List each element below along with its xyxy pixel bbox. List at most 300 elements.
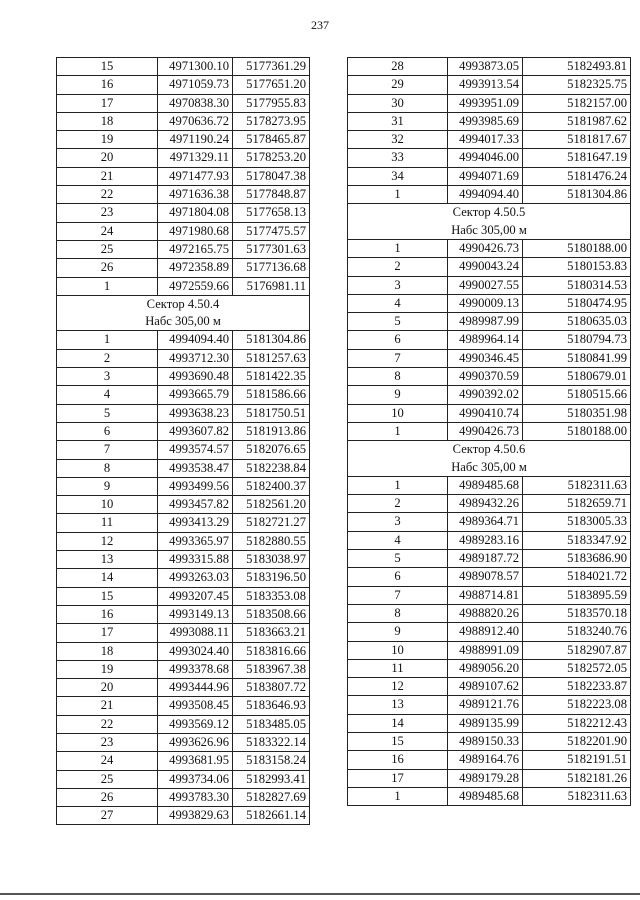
x-coordinate-cell: 4993315.88 [158, 551, 233, 569]
table-row [57, 259, 310, 277]
y-coordinate-cell: 5182181.26 [523, 769, 631, 787]
point-number-cell: 22 [57, 715, 158, 733]
coordinates-table-right-body [348, 58, 631, 806]
table-row [57, 441, 310, 459]
point-number-cell: 10 [57, 496, 158, 514]
x-coordinate-cell: 4990410.74 [448, 404, 523, 422]
table-row [57, 222, 310, 240]
x-coordinate-cell: 4988912.40 [448, 623, 523, 641]
x-coordinate-cell: 4993378.68 [158, 660, 233, 678]
point-number-cell: 10 [348, 404, 448, 422]
y-coordinate-cell: 5177955.83 [233, 94, 310, 112]
table-row [348, 76, 631, 94]
x-coordinate-cell: 4993607.82 [158, 422, 233, 440]
x-coordinate-cell: 4989485.68 [448, 476, 523, 494]
point-number-cell: 4 [348, 531, 448, 549]
x-coordinate-cell: 4993681.95 [158, 752, 233, 770]
x-coordinate-cell: 4988991.09 [448, 641, 523, 659]
x-coordinate-cell: 4990346.45 [448, 349, 523, 367]
x-coordinate-cell: 4993413.29 [158, 514, 233, 532]
y-coordinate-cell: 5181750.51 [233, 404, 310, 422]
y-coordinate-cell: 5182191.51 [523, 751, 631, 769]
table-row [348, 568, 631, 586]
x-coordinate-cell: 4989121.76 [448, 696, 523, 714]
table-row [57, 752, 310, 770]
table-row [348, 239, 631, 257]
x-coordinate-cell: 4994094.40 [158, 331, 233, 349]
x-coordinate-cell: 4971300.10 [158, 58, 233, 76]
point-number-cell: 3 [57, 368, 158, 386]
y-coordinate-cell: 5182325.75 [523, 76, 631, 94]
table-row [348, 769, 631, 787]
table-row [348, 422, 631, 440]
table-row [348, 331, 631, 349]
x-coordinate-cell: 4993985.69 [448, 112, 523, 130]
table-row [348, 531, 631, 549]
point-number-cell: 19 [57, 660, 158, 678]
y-coordinate-cell: 5183038.97 [233, 551, 310, 569]
y-coordinate-cell: 5182827.69 [233, 788, 310, 806]
table-row [57, 149, 310, 167]
x-coordinate-cell: 4972165.75 [158, 240, 233, 258]
point-number-cell: 15 [57, 58, 158, 76]
table-row [348, 513, 631, 531]
point-number-cell: 15 [348, 732, 448, 750]
y-coordinate-cell: 5182157.00 [523, 94, 631, 112]
y-coordinate-cell: 5183807.72 [233, 679, 310, 697]
x-coordinate-cell: 4993913.54 [448, 76, 523, 94]
y-coordinate-cell: 5182238.84 [233, 459, 310, 477]
y-coordinate-cell: 5178273.95 [233, 112, 310, 130]
x-coordinate-cell: 4970838.30 [158, 94, 233, 112]
sector-header-row [348, 441, 631, 477]
y-coordinate-cell: 5182076.65 [233, 441, 310, 459]
point-number-cell: 7 [57, 441, 158, 459]
point-number-cell: 5 [57, 404, 158, 422]
x-coordinate-cell: 4971980.68 [158, 222, 233, 240]
table-row [57, 94, 310, 112]
table-row [57, 514, 310, 532]
x-coordinate-cell: 4970636.72 [158, 112, 233, 130]
table-row [348, 641, 631, 659]
x-coordinate-cell: 4990392.02 [448, 386, 523, 404]
y-coordinate-cell: 5182907.87 [523, 641, 631, 659]
y-coordinate-cell: 5182659.71 [523, 495, 631, 513]
sector-header [348, 441, 631, 477]
table-row [348, 659, 631, 677]
y-coordinate-cell: 5181987.62 [523, 112, 631, 130]
x-coordinate-cell: 4989164.76 [448, 751, 523, 769]
y-coordinate-cell: 5182233.87 [523, 678, 631, 696]
x-coordinate-cell: 4993690.48 [158, 368, 233, 386]
table-row [57, 349, 310, 367]
table-row [348, 404, 631, 422]
point-number-cell: 6 [348, 331, 448, 349]
x-coordinate-cell: 4993508.45 [158, 697, 233, 715]
point-number-cell: 12 [348, 678, 448, 696]
table-row [348, 349, 631, 367]
table-row [57, 386, 310, 404]
y-coordinate-cell: 5183646.93 [233, 697, 310, 715]
point-number-cell: 14 [57, 569, 158, 587]
x-coordinate-cell: 4971190.24 [158, 131, 233, 149]
coordinates-table-left [56, 57, 310, 825]
point-number-cell: 1 [348, 476, 448, 494]
y-coordinate-cell: 5177658.13 [233, 204, 310, 222]
point-number-cell: 33 [348, 149, 448, 167]
point-number-cell: 16 [57, 605, 158, 623]
point-number-cell: 31 [348, 112, 448, 130]
table-row [57, 569, 310, 587]
table-row [348, 258, 631, 276]
y-coordinate-cell: 5181647.19 [523, 149, 631, 167]
table-row [348, 623, 631, 641]
x-coordinate-cell: 4989964.14 [448, 331, 523, 349]
point-number-cell: 20 [57, 149, 158, 167]
table-row [57, 770, 310, 788]
point-number-cell: 6 [57, 422, 158, 440]
x-coordinate-cell: 4990370.59 [448, 368, 523, 386]
table-row [57, 605, 310, 623]
table-row [348, 586, 631, 604]
y-coordinate-cell: 5184021.72 [523, 568, 631, 586]
table-row [348, 550, 631, 568]
y-coordinate-cell: 5182311.63 [523, 476, 631, 494]
table-row [57, 660, 310, 678]
point-number-cell: 26 [57, 788, 158, 806]
y-coordinate-cell: 5183240.76 [523, 623, 631, 641]
table-row [57, 587, 310, 605]
table-row [57, 422, 310, 440]
x-coordinate-cell: 4971059.73 [158, 76, 233, 94]
point-number-cell: 8 [57, 459, 158, 477]
point-number-cell: 27 [57, 807, 158, 825]
x-coordinate-cell: 4993951.09 [448, 94, 523, 112]
table-row [57, 112, 310, 130]
x-coordinate-cell: 4989135.99 [448, 714, 523, 732]
y-coordinate-cell: 5182880.55 [233, 532, 310, 550]
point-number-cell: 18 [57, 642, 158, 660]
x-coordinate-cell: 4994046.00 [448, 149, 523, 167]
table-row [57, 331, 310, 349]
x-coordinate-cell: 4993499.56 [158, 477, 233, 495]
y-coordinate-cell: 5180314.53 [523, 276, 631, 294]
y-coordinate-cell: 5182721.27 [233, 514, 310, 532]
table-row [348, 787, 631, 805]
y-coordinate-cell: 5183196.50 [233, 569, 310, 587]
y-coordinate-cell: 5182201.90 [523, 732, 631, 750]
y-coordinate-cell: 5181476.24 [523, 167, 631, 185]
point-number-cell: 16 [348, 751, 448, 769]
x-coordinate-cell: 4989485.68 [448, 787, 523, 805]
table-row [57, 204, 310, 222]
x-coordinate-cell: 4993569.12 [158, 715, 233, 733]
table-row [348, 495, 631, 513]
y-coordinate-cell: 5176981.11 [233, 277, 310, 295]
table-row [348, 112, 631, 130]
y-coordinate-cell: 5183347.92 [523, 531, 631, 549]
table-row [57, 624, 310, 642]
y-coordinate-cell: 5178253.20 [233, 149, 310, 167]
sector-title: Сектор 4.50.4 [146, 296, 220, 311]
point-number-cell: 21 [57, 167, 158, 185]
y-coordinate-cell: 5183322.14 [233, 733, 310, 751]
table-row [348, 186, 631, 204]
table-row [348, 678, 631, 696]
x-coordinate-cell: 4993263.03 [158, 569, 233, 587]
point-number-cell: 1 [57, 331, 158, 349]
x-coordinate-cell: 4994094.40 [448, 186, 523, 204]
point-number-cell: 13 [348, 696, 448, 714]
y-coordinate-cell: 5180188.00 [523, 239, 631, 257]
point-number-cell: 2 [348, 258, 448, 276]
x-coordinate-cell: 4990009.13 [448, 294, 523, 312]
x-coordinate-cell: 4971329.11 [158, 149, 233, 167]
point-number-cell: 2 [57, 349, 158, 367]
point-number-cell: 1 [348, 186, 448, 204]
x-coordinate-cell: 4972358.89 [158, 259, 233, 277]
y-coordinate-cell: 5180515.66 [523, 386, 631, 404]
table-row [57, 679, 310, 697]
x-coordinate-cell: 4993783.30 [158, 788, 233, 806]
point-number-cell: 1 [348, 239, 448, 257]
table-row [348, 149, 631, 167]
point-number-cell: 7 [348, 349, 448, 367]
y-coordinate-cell: 5181422.35 [233, 368, 310, 386]
point-number-cell: 24 [57, 752, 158, 770]
y-coordinate-cell: 5183967.38 [233, 660, 310, 678]
x-coordinate-cell: 4989078.57 [448, 568, 523, 586]
y-coordinate-cell: 5181817.67 [523, 131, 631, 149]
table-row [348, 476, 631, 494]
x-coordinate-cell: 4993149.13 [158, 605, 233, 623]
y-coordinate-cell: 5182493.81 [523, 58, 631, 76]
table-row [57, 459, 310, 477]
point-number-cell: 30 [348, 94, 448, 112]
y-coordinate-cell: 5182572.05 [523, 659, 631, 677]
table-row [57, 76, 310, 94]
point-number-cell: 1 [57, 277, 158, 295]
point-number-cell: 8 [348, 604, 448, 622]
point-number-cell: 28 [348, 58, 448, 76]
sector-header [348, 204, 631, 240]
x-coordinate-cell: 4971477.93 [158, 167, 233, 185]
x-coordinate-cell: 4989056.20 [448, 659, 523, 677]
point-number-cell: 18 [57, 112, 158, 130]
table-row [348, 294, 631, 312]
table-row [57, 167, 310, 185]
y-coordinate-cell: 5182311.63 [523, 787, 631, 805]
point-number-cell: 17 [57, 624, 158, 642]
table-row [57, 733, 310, 751]
point-number-cell: 14 [348, 714, 448, 732]
table-row [57, 58, 310, 76]
table-row [348, 714, 631, 732]
y-coordinate-cell: 5177136.68 [233, 259, 310, 277]
x-coordinate-cell: 4993638.23 [158, 404, 233, 422]
x-coordinate-cell: 4988820.26 [448, 604, 523, 622]
point-number-cell: 25 [57, 770, 158, 788]
coordinates-table-right [347, 57, 631, 806]
table-row [348, 58, 631, 76]
point-number-cell: 23 [57, 733, 158, 751]
table-row [348, 131, 631, 149]
point-number-cell: 17 [348, 769, 448, 787]
table-row [57, 551, 310, 569]
table-row [348, 313, 631, 331]
y-coordinate-cell: 5183663.21 [233, 624, 310, 642]
table-row [57, 404, 310, 422]
point-number-cell: 21 [57, 697, 158, 715]
sector-elevation: Набс 305,00 м [451, 222, 527, 237]
point-number-cell: 32 [348, 131, 448, 149]
x-coordinate-cell: 4989187.72 [448, 550, 523, 568]
point-number-cell: 6 [348, 568, 448, 586]
y-coordinate-cell: 5182400.37 [233, 477, 310, 495]
point-number-cell: 13 [57, 551, 158, 569]
point-number-cell: 20 [57, 679, 158, 697]
x-coordinate-cell: 4989179.28 [448, 769, 523, 787]
y-coordinate-cell: 5177475.57 [233, 222, 310, 240]
x-coordinate-cell: 4993365.97 [158, 532, 233, 550]
y-coordinate-cell: 5183353.08 [233, 587, 310, 605]
table-row [348, 696, 631, 714]
point-number-cell: 17 [57, 94, 158, 112]
x-coordinate-cell: 4989107.62 [448, 678, 523, 696]
x-coordinate-cell: 4993574.57 [158, 441, 233, 459]
point-number-cell: 3 [348, 513, 448, 531]
y-coordinate-cell: 5177651.20 [233, 76, 310, 94]
y-coordinate-cell: 5183686.90 [523, 550, 631, 568]
point-number-cell: 9 [57, 477, 158, 495]
sector-header-row [348, 204, 631, 240]
y-coordinate-cell: 5181304.86 [233, 331, 310, 349]
table-row [57, 496, 310, 514]
point-number-cell: 9 [348, 623, 448, 641]
x-coordinate-cell: 4990426.73 [448, 422, 523, 440]
y-coordinate-cell: 5183508.66 [233, 605, 310, 623]
y-coordinate-cell: 5177361.29 [233, 58, 310, 76]
y-coordinate-cell: 5180153.83 [523, 258, 631, 276]
point-number-cell: 23 [57, 204, 158, 222]
x-coordinate-cell: 4972559.66 [158, 277, 233, 295]
table-row [57, 131, 310, 149]
sector-title: Сектор 4.50.6 [452, 442, 526, 457]
point-number-cell: 11 [348, 659, 448, 677]
table-row [348, 94, 631, 112]
point-number-cell: 10 [348, 641, 448, 659]
x-coordinate-cell: 4993538.47 [158, 459, 233, 477]
x-coordinate-cell: 4993088.11 [158, 624, 233, 642]
y-coordinate-cell: 5182223.08 [523, 696, 631, 714]
x-coordinate-cell: 4990426.73 [448, 239, 523, 257]
y-coordinate-cell: 5182661.14 [233, 807, 310, 825]
y-coordinate-cell: 5180188.00 [523, 422, 631, 440]
point-number-cell: 24 [57, 222, 158, 240]
point-number-cell: 2 [348, 495, 448, 513]
table-row [57, 697, 310, 715]
point-number-cell: 4 [57, 386, 158, 404]
x-coordinate-cell: 4993734.06 [158, 770, 233, 788]
point-number-cell: 5 [348, 313, 448, 331]
table-row [57, 186, 310, 204]
y-coordinate-cell: 5181304.86 [523, 186, 631, 204]
x-coordinate-cell: 4989364.71 [448, 513, 523, 531]
point-number-cell: 25 [57, 240, 158, 258]
y-coordinate-cell: 5181257.63 [233, 349, 310, 367]
y-coordinate-cell: 5183158.24 [233, 752, 310, 770]
y-coordinate-cell: 5183895.59 [523, 586, 631, 604]
table-row [348, 167, 631, 185]
x-coordinate-cell: 4993457.82 [158, 496, 233, 514]
table-row [348, 604, 631, 622]
x-coordinate-cell: 4988714.81 [448, 586, 523, 604]
y-coordinate-cell: 5177301.63 [233, 240, 310, 258]
x-coordinate-cell: 4971636.38 [158, 186, 233, 204]
table-row [57, 368, 310, 386]
y-coordinate-cell: 5181586.66 [233, 386, 310, 404]
point-number-cell: 4 [348, 294, 448, 312]
coordinates-table-left-body [57, 58, 310, 825]
y-coordinate-cell: 5180635.03 [523, 313, 631, 331]
table-row [348, 276, 631, 294]
point-number-cell: 19 [57, 131, 158, 149]
x-coordinate-cell: 4994017.33 [448, 131, 523, 149]
x-coordinate-cell: 4990043.24 [448, 258, 523, 276]
y-coordinate-cell: 5180474.95 [523, 294, 631, 312]
table-row [57, 788, 310, 806]
page-number: 237 [311, 18, 329, 32]
table-row [57, 642, 310, 660]
table-row [57, 807, 310, 825]
x-coordinate-cell: 4993712.30 [158, 349, 233, 367]
point-number-cell: 16 [57, 76, 158, 94]
point-number-cell: 8 [348, 368, 448, 386]
point-number-cell: 34 [348, 167, 448, 185]
x-coordinate-cell: 4993829.63 [158, 807, 233, 825]
y-coordinate-cell: 5180794.73 [523, 331, 631, 349]
x-coordinate-cell: 4993024.40 [158, 642, 233, 660]
y-coordinate-cell: 5183005.33 [523, 513, 631, 531]
x-coordinate-cell: 4971804.08 [158, 204, 233, 222]
table-row [57, 240, 310, 258]
x-coordinate-cell: 4993665.79 [158, 386, 233, 404]
y-coordinate-cell: 5180351.98 [523, 404, 631, 422]
y-coordinate-cell: 5182993.41 [233, 770, 310, 788]
x-coordinate-cell: 4990027.55 [448, 276, 523, 294]
table-row [348, 368, 631, 386]
y-coordinate-cell: 5182561.20 [233, 496, 310, 514]
point-number-cell: 11 [57, 514, 158, 532]
x-coordinate-cell: 4993626.96 [158, 733, 233, 751]
point-number-cell: 1 [348, 422, 448, 440]
sector-title: Сектор 4.50.5 [452, 205, 526, 220]
x-coordinate-cell: 4989283.16 [448, 531, 523, 549]
point-number-cell: 1 [348, 787, 448, 805]
sector-elevation: Набс 305,00 м [145, 314, 221, 329]
y-coordinate-cell: 5178047.38 [233, 167, 310, 185]
point-number-cell: 7 [348, 586, 448, 604]
y-coordinate-cell: 5183816.66 [233, 642, 310, 660]
y-coordinate-cell: 5180841.99 [523, 349, 631, 367]
y-coordinate-cell: 5183570.18 [523, 604, 631, 622]
table-row [57, 477, 310, 495]
table-row [348, 751, 631, 769]
point-number-cell: 22 [57, 186, 158, 204]
point-number-cell: 29 [348, 76, 448, 94]
y-coordinate-cell: 5178465.87 [233, 131, 310, 149]
x-coordinate-cell: 4989432.26 [448, 495, 523, 513]
